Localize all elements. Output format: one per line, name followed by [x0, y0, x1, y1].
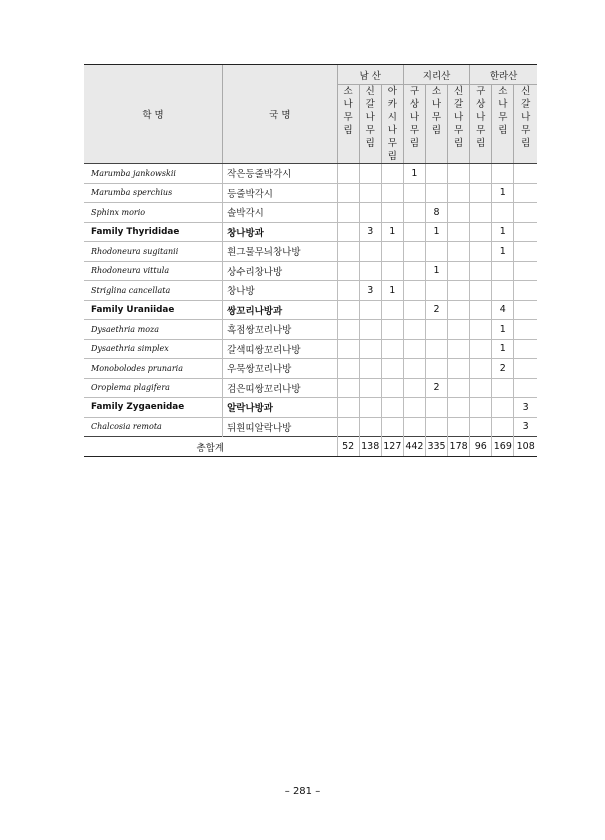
species-row — [84, 164, 537, 184]
header-region-namsan: 남 산 — [337, 65, 403, 85]
header-region-jirisan: 지리산 — [403, 65, 469, 85]
family-name: Family Thyrididae — [84, 222, 223, 242]
total-cell: 335 — [425, 437, 447, 457]
count-cell — [381, 300, 403, 320]
count-cell — [425, 398, 447, 418]
total-cell: 108 — [514, 437, 537, 457]
header-forest-label: 신 갈 나 무 림 — [521, 86, 531, 149]
count-cell — [381, 164, 403, 184]
count-cell — [359, 183, 381, 203]
count-cell: 8 — [425, 203, 447, 223]
count-cell — [514, 261, 537, 281]
count-cell: 3 — [359, 222, 381, 242]
header-forest-type — [403, 85, 425, 164]
count-cell — [337, 320, 359, 340]
scientific-name: Rhodoneura vittula — [84, 261, 223, 281]
count-cell — [359, 359, 381, 379]
count-cell — [337, 261, 359, 281]
header-forest-type — [359, 85, 381, 164]
count-cell — [425, 183, 447, 203]
family-row — [84, 222, 537, 242]
count-cell — [381, 261, 403, 281]
scientific-name: Marumba jankowskii — [84, 164, 223, 184]
species-table — [84, 64, 537, 457]
count-cell — [492, 164, 514, 184]
count-cell: 2 — [425, 300, 447, 320]
count-cell — [448, 320, 470, 340]
korean-name: 작은등줄박각시 — [223, 164, 337, 184]
total-cell: 127 — [381, 437, 403, 457]
count-cell — [514, 242, 537, 262]
header-forest-label: 소 나 무 림 — [431, 86, 442, 136]
count-cell — [337, 183, 359, 203]
count-cell — [448, 164, 470, 184]
count-cell — [337, 281, 359, 301]
total-cell: 178 — [448, 437, 470, 457]
scientific-name: Chalcosia remota — [84, 417, 223, 437]
count-cell — [492, 417, 514, 437]
total-cell: 138 — [359, 437, 381, 457]
count-cell: 1 — [492, 222, 514, 242]
korean-name: 쌍꼬리나방과 — [223, 300, 337, 320]
count-cell — [403, 222, 425, 242]
korean-name: 창나방 — [223, 281, 337, 301]
count-cell — [448, 203, 470, 223]
scientific-name: Rhodoneura sugitanii — [84, 242, 223, 262]
scientific-name: Marumba sperchius — [84, 183, 223, 203]
scientific-name: Dysaethria moza — [84, 320, 223, 340]
count-cell — [381, 417, 403, 437]
species-row — [84, 320, 537, 340]
count-cell — [337, 339, 359, 359]
korean-name: 솔박각시 — [223, 203, 337, 223]
header-forest-label: 구 상 나 무 림 — [476, 86, 486, 149]
count-cell — [337, 378, 359, 398]
count-cell — [359, 242, 381, 262]
korean-name: 갈색띠쌍꼬리나방 — [223, 339, 337, 359]
count-cell — [448, 417, 470, 437]
count-cell — [359, 417, 381, 437]
count-cell — [425, 281, 447, 301]
count-cell — [448, 359, 470, 379]
count-cell — [470, 281, 492, 301]
count-cell — [381, 378, 403, 398]
count-cell: 3 — [514, 398, 537, 418]
count-cell — [470, 164, 492, 184]
total-cell: 52 — [337, 437, 359, 457]
count-cell — [492, 281, 514, 301]
count-cell — [448, 281, 470, 301]
count-cell: 1 — [492, 339, 514, 359]
count-cell — [425, 164, 447, 184]
korean-name: 알락나방과 — [223, 398, 337, 418]
count-cell — [448, 222, 470, 242]
total-cell: 442 — [403, 437, 425, 457]
count-cell — [425, 320, 447, 340]
count-cell — [514, 359, 537, 379]
count-cell — [359, 300, 381, 320]
count-cell — [403, 242, 425, 262]
count-cell: 1 — [403, 164, 425, 184]
count-cell — [492, 378, 514, 398]
count-cell — [425, 359, 447, 379]
count-cell — [425, 417, 447, 437]
count-cell — [514, 222, 537, 242]
count-cell — [403, 398, 425, 418]
count-cell — [337, 203, 359, 223]
count-cell — [381, 320, 403, 340]
count-cell: 1 — [492, 242, 514, 262]
family-name: Family Uraniidae — [84, 300, 223, 320]
count-cell — [470, 398, 492, 418]
count-cell — [470, 183, 492, 203]
header-forest-type — [337, 85, 359, 164]
species-row — [84, 242, 537, 262]
count-cell — [337, 417, 359, 437]
count-cell — [492, 261, 514, 281]
scientific-name: Striglina cancellata — [84, 281, 223, 301]
count-cell — [359, 339, 381, 359]
count-cell — [403, 378, 425, 398]
korean-name: 창나방과 — [223, 222, 337, 242]
count-cell — [337, 398, 359, 418]
count-cell: 1 — [425, 222, 447, 242]
count-cell — [470, 222, 492, 242]
count-cell — [359, 398, 381, 418]
count-cell — [514, 378, 537, 398]
header-forest-type — [514, 85, 537, 164]
count-cell — [448, 339, 470, 359]
count-cell: 1 — [492, 320, 514, 340]
count-cell — [448, 183, 470, 203]
count-cell — [403, 359, 425, 379]
species-row — [84, 417, 537, 437]
header-forest-type — [425, 85, 447, 164]
header-forest-type — [381, 85, 403, 164]
count-cell — [514, 183, 537, 203]
korean-name: 뒤흰띠알락나방 — [223, 417, 337, 437]
count-cell — [492, 203, 514, 223]
count-cell: 1 — [492, 183, 514, 203]
korean-name: 우묵쌍꼬리나방 — [223, 359, 337, 379]
count-cell: 3 — [359, 281, 381, 301]
count-cell: 1 — [425, 261, 447, 281]
count-cell — [470, 320, 492, 340]
species-row — [84, 203, 537, 223]
count-cell — [403, 339, 425, 359]
species-row — [84, 378, 537, 398]
header-forest-label: 구 상 나 무 림 — [409, 86, 420, 149]
header-forest-label: 소 나 무 림 — [343, 86, 353, 136]
count-cell — [470, 359, 492, 379]
count-cell — [359, 261, 381, 281]
total-cell: 96 — [470, 437, 492, 457]
count-cell — [470, 378, 492, 398]
count-cell — [337, 242, 359, 262]
count-cell — [448, 398, 470, 418]
count-cell: 3 — [514, 417, 537, 437]
species-row — [84, 281, 537, 301]
count-cell — [403, 203, 425, 223]
scientific-name: Sphinx morio — [84, 203, 223, 223]
family-name: Family Zygaenidae — [84, 398, 223, 418]
count-cell — [470, 339, 492, 359]
count-cell — [448, 261, 470, 281]
count-cell: 4 — [492, 300, 514, 320]
count-cell — [448, 300, 470, 320]
korean-name: 등줄박각시 — [223, 183, 337, 203]
count-cell — [403, 417, 425, 437]
count-cell — [470, 300, 492, 320]
korean-name: 흑점쌍꼬리나방 — [223, 320, 337, 340]
header-korean-name: 국 명 — [223, 65, 337, 164]
count-cell: 2 — [492, 359, 514, 379]
header-forest-label: 소 나 무 림 — [498, 86, 508, 136]
count-cell — [403, 261, 425, 281]
header-forest-label: 아 카 시 나 무 림 — [387, 86, 397, 162]
total-label: 총합계 — [84, 437, 337, 457]
table-body — [84, 164, 537, 457]
family-row — [84, 398, 537, 418]
count-cell — [359, 320, 381, 340]
scientific-name: Oroplema plagifera — [84, 378, 223, 398]
count-cell — [425, 339, 447, 359]
header-forest-type — [448, 85, 470, 164]
count-cell — [403, 183, 425, 203]
count-cell: 2 — [425, 378, 447, 398]
count-cell — [381, 398, 403, 418]
species-row — [84, 261, 537, 281]
count-cell — [514, 339, 537, 359]
count-cell — [470, 203, 492, 223]
header-forest-type — [492, 85, 514, 164]
scientific-name: Dysaethria simplex — [84, 339, 223, 359]
family-row — [84, 300, 537, 320]
count-cell — [470, 261, 492, 281]
count-cell — [381, 339, 403, 359]
count-cell — [381, 242, 403, 262]
header-row-regions — [84, 65, 537, 85]
count-cell — [470, 242, 492, 262]
count-cell — [403, 281, 425, 301]
korean-name: 검은띠쌍꼬리나방 — [223, 378, 337, 398]
header-region-hallasan: 한라산 — [470, 65, 537, 85]
header-forest-label: 신 갈 나 무 림 — [365, 86, 375, 149]
species-row — [84, 339, 537, 359]
count-cell — [381, 359, 403, 379]
count-cell — [514, 164, 537, 184]
korean-name: 상수리창나방 — [223, 261, 337, 281]
count-cell — [359, 164, 381, 184]
count-cell — [403, 320, 425, 340]
count-cell — [381, 183, 403, 203]
header-forest-type — [470, 85, 492, 164]
scientific-name: Monobolodes prunaria — [84, 359, 223, 379]
count-cell — [359, 378, 381, 398]
count-cell — [337, 164, 359, 184]
count-cell — [359, 203, 381, 223]
count-cell: 1 — [381, 222, 403, 242]
count-cell: 1 — [381, 281, 403, 301]
count-cell — [492, 398, 514, 418]
count-cell — [381, 203, 403, 223]
count-cell — [470, 417, 492, 437]
count-cell — [403, 300, 425, 320]
count-cell — [337, 359, 359, 379]
count-cell — [514, 203, 537, 223]
species-row — [84, 183, 537, 203]
count-cell — [514, 281, 537, 301]
count-cell — [425, 242, 447, 262]
species-row — [84, 359, 537, 379]
total-cell: 169 — [492, 437, 514, 457]
count-cell — [514, 300, 537, 320]
page-number: – 281 – — [284, 786, 321, 797]
count-cell — [337, 222, 359, 242]
header-scientific-name: 학 명 — [84, 65, 223, 164]
count-cell — [337, 300, 359, 320]
count-cell — [448, 242, 470, 262]
count-cell — [448, 378, 470, 398]
header-forest-label: 신 갈 나 무 림 — [454, 86, 464, 149]
total-row — [84, 437, 537, 457]
korean-name: 흰그물무늬창나방 — [223, 242, 337, 262]
count-cell — [514, 320, 537, 340]
